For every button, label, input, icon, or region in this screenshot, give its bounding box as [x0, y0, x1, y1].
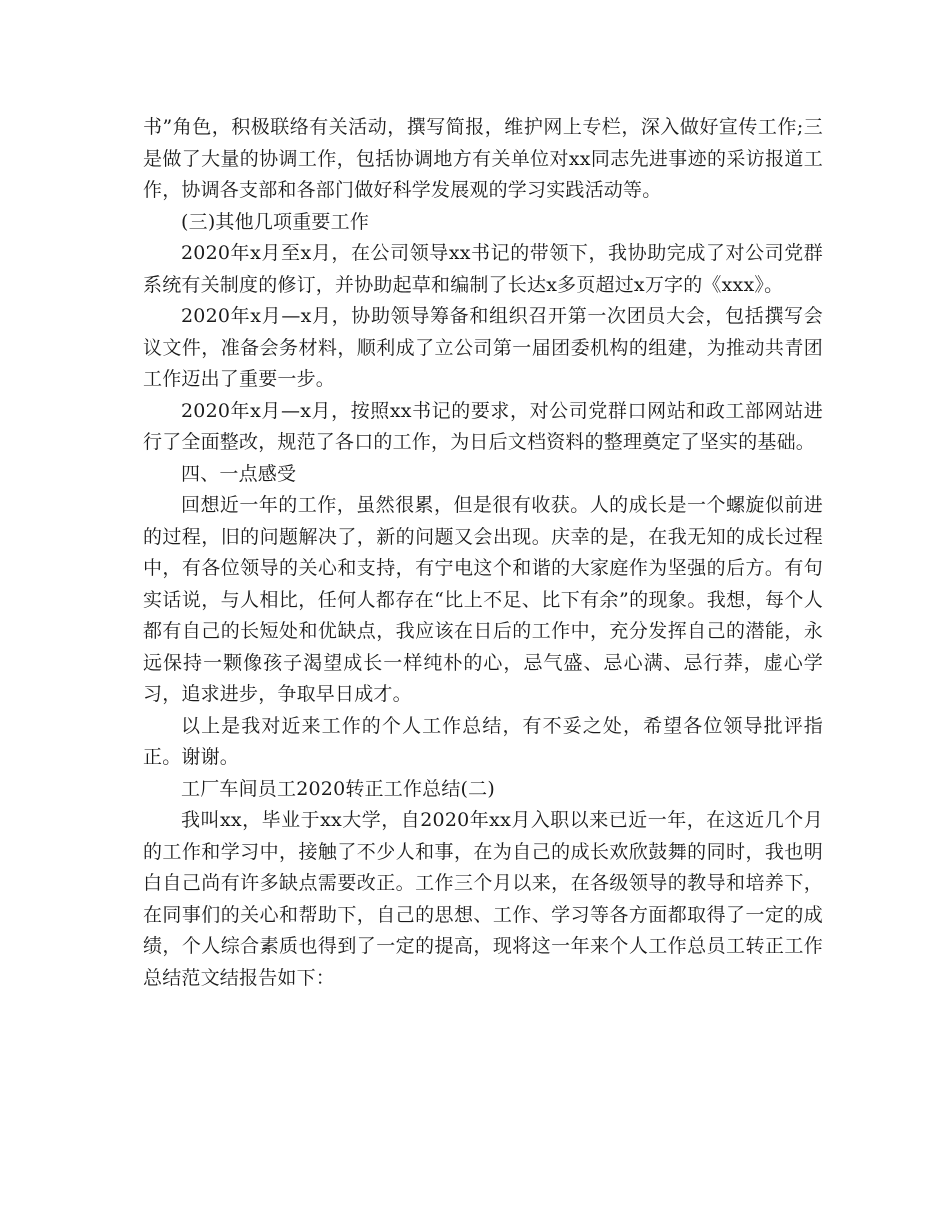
paragraph-introduction: 我叫xx，毕业于xx大学，自2020年xx月入职以来已近一年，在这近几个月的工作和学习中，接触了不少人和事，在为自己的成长欢欣鼓舞的同时，我也明白自己尚有许多缺点需要改正。工作三个月以来，在各级领导的教导和培养下，在同事们的关心和帮助下，自己的思想、工作、学习等各方面都取得了一定的成绩，个人综合素质也得到了一定的提高，现将这一年来个人工作总员工转正工作总结范文结报告如下： — [143, 809, 823, 989]
paragraph-website-rectification: 2020年x月—x月，按照xx书记的要求，对公司党群口网站和政工部网站进行了全面整改，规范了各口的工作，为日后文档资料的整理奠定了坚实的基础。 — [143, 399, 823, 453]
paragraph-regulation-revision: 2020年x月至x月，在公司领导xx书记的带领下，我协助完成了对公司党群系统有关制度的修订，并协助起草和编制了长达x多页超过x万字的《xxx》。 — [143, 242, 823, 296]
paragraph-league-congress: 2020年x月—x月，协助领导筹备和组织召开第一次团员大会，包括撰写会议文件，准备会务材料，顺利成了立公司第一届团委机构的组建，为推动共青团工作迈出了重要一步。 — [143, 305, 823, 390]
section-heading-other-work: (三)其他几项重要工作 — [181, 210, 370, 233]
section-title-part-two: 工厂车间员工2020转正工作总结(二) — [181, 777, 495, 800]
paragraph-reflections: 回想近一年的工作，虽然很累，但是很有收获。人的成长是一个螺旋似前进的过程，旧的问题解决了，新的问题又会出现。庆幸的是，在我无知的成长过程中，有各位领导的关心和支持，有宁电这个和谐的大家庭作为坚强的后方。有句实话说，与人相比，任何人都存在“比上不足、比下有余”的现象。我想，每个人都有自己的长短处和优缺点，我应该在日后的工作中，充分发挥自己的潜能，永远保持一颗像孩子渴望成长一样纯朴的心，忌气盛、忌心满、忌行莽，虚心学习，追求进步，争取早日成才。 — [143, 494, 823, 705]
section-heading-reflections: 四、一点感受 — [181, 462, 297, 485]
paragraph-continuation: 书”角色，积极联络有关活动，撰写简报，维护网上专栏，深入做好宣传工作;三是做了大量的协调工作，包括协调地方有关单位对xx同志先进事迹的采访报道工作，协调各支部和各部门做好科学发展观的学习实践活动等。 — [143, 116, 823, 201]
paragraph-closing: 以上是我对近来工作的个人工作总结，有不妥之处，希望各位领导批评指正。谢谢。 — [143, 714, 823, 768]
document-body — [143, 112, 823, 994]
